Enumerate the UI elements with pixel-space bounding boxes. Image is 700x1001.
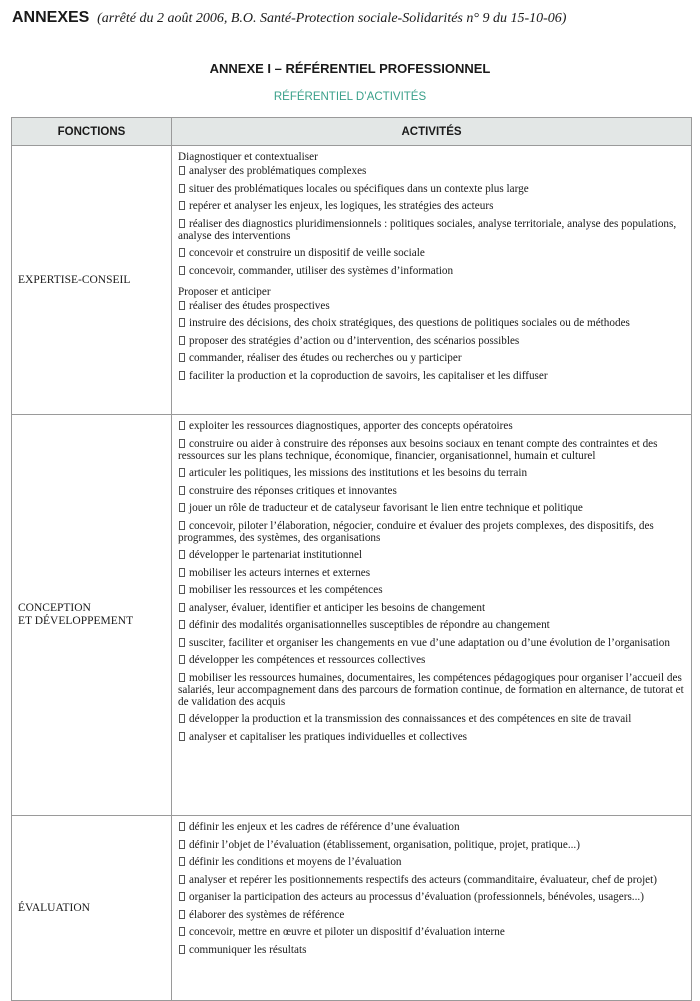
square-bullet-icon [179, 822, 185, 831]
list-item [178, 637, 691, 649]
list-item [178, 352, 691, 364]
activity-text: proposer des stratégies d’action ou d’intervention, des scénarios possibles [189, 334, 520, 347]
square-bullet-icon [179, 655, 185, 664]
square-bullet-icon [179, 201, 185, 210]
activities-cell [172, 415, 692, 816]
list-item [178, 467, 691, 479]
activities-cell [172, 146, 692, 415]
activity-text: analyser des problématiques complexes [189, 165, 367, 177]
activity-text: organiser la participation des acteurs au processus d’évaluation (professionnels, bénévoles, usagers...) [189, 891, 644, 903]
decree-reference: (arrêté du 2 août 2006, B.O. Santé-Protection sociale-Solidarités n° 9 du 15-10-06) [97, 11, 567, 26]
activity-text: élaborer des systèmes de référence [189, 908, 345, 921]
square-bullet-icon [179, 248, 185, 257]
activity-text: construire des réponses critiques et innovantes [189, 484, 397, 497]
list-item [178, 672, 691, 708]
activity-text: concevoir, piloter l’élaboration, négocier, conduire et évaluer des projets complexes, des dispositifs, des programmes, des systèmes, des organisations [178, 519, 654, 544]
list-item [178, 821, 691, 833]
square-bullet-icon [179, 857, 185, 866]
list-item [178, 891, 691, 903]
document-subtitle: RÉFÉRENTIEL D’ACTIVITÉS [273, 91, 427, 103]
function-cell [12, 816, 172, 1001]
table-row [12, 415, 692, 816]
list-item [178, 619, 691, 631]
square-bullet-icon [179, 371, 185, 380]
activity-text: construire ou aider à construire des réponses aux besoins sociaux en tenant compte des contraintes et des ressources sur les plans technique, économique, financier, organisationnel, humain et culturel [178, 437, 658, 462]
square-bullet-icon [179, 439, 185, 448]
activity-text: définir des modalités organisationnelles susceptibles de répondre au changement [189, 619, 550, 631]
square-bullet-icon [179, 503, 185, 512]
activity-text: commander, réaliser des études ou recherches ou y participer [189, 352, 462, 364]
activity-text: développer les compétences et ressources collectives [189, 654, 426, 666]
square-bullet-icon [179, 166, 185, 175]
activity-text: exploiter les ressources diagnostiques, apporter des concepts opératoires [189, 420, 513, 432]
square-bullet-icon [179, 673, 185, 682]
list-item [178, 584, 691, 596]
square-bullet-icon [179, 714, 185, 723]
square-bullet-icon [179, 301, 185, 310]
activity-text: faciliter la production et la coproduction de savoirs, les capitaliser et les diffuser [189, 369, 548, 382]
square-bullet-icon [179, 927, 185, 936]
list-item [178, 944, 691, 956]
list-item [178, 200, 691, 212]
list-item [178, 520, 691, 544]
list-item [178, 874, 691, 886]
activity-text: jouer un rôle de traducteur et de catalyseur favorisant le lien entre technique et politique [189, 502, 583, 514]
square-bullet-icon [179, 568, 185, 577]
square-bullet-icon [179, 318, 185, 327]
list-item [178, 438, 691, 462]
activity-group-title: Proposer et anticiper [178, 285, 271, 298]
square-bullet-icon [179, 732, 185, 741]
square-bullet-icon [179, 266, 185, 275]
activity-group-title: Diagnostiquer et contextualiser [178, 151, 318, 163]
activity-text: analyser, évaluer, identifier et anticiper les besoins de changement [189, 601, 486, 614]
square-bullet-icon [179, 421, 185, 430]
annexes-label: ANNEXES [12, 9, 90, 26]
list-item [178, 926, 691, 938]
list-item [178, 183, 691, 195]
square-bullet-icon [179, 892, 185, 901]
square-bullet-icon [179, 875, 185, 884]
square-bullet-icon [179, 521, 185, 530]
activity-text: situer des problématiques locales ou spécifiques dans un contexte plus large [189, 182, 529, 195]
list-item [178, 317, 691, 329]
list-item [178, 165, 691, 177]
activity-text: concevoir, commander, utiliser des systèmes d’information [189, 264, 454, 277]
square-bullet-icon [179, 638, 185, 647]
list-item [178, 839, 691, 851]
activity-text: mobiliser les ressources et les compétences [189, 584, 383, 596]
activity-text: définir l’objet de l’évaluation (établissement, organisation, politique, projet, pratique...) [189, 838, 580, 851]
list-item [178, 654, 691, 666]
function-label-line: EXPERTISE-CONSEIL [18, 273, 131, 286]
square-bullet-icon [179, 603, 185, 612]
list-item [178, 502, 691, 514]
page-header [12, 9, 566, 27]
list-item [178, 731, 691, 743]
activity-text: analyser et repérer les positionnements respectifs des acteurs (commanditaire, évaluateur, chef de projet) [189, 873, 657, 886]
list-item [178, 265, 691, 277]
function-label-line: ET DÉVELOPPEMENT [18, 615, 134, 627]
list-item [178, 370, 691, 382]
function-cell [12, 415, 172, 816]
list-item [178, 335, 691, 347]
list-item [178, 218, 691, 242]
activities-table [11, 117, 692, 1001]
column-header-activites: ACTIVITÉS [172, 118, 692, 146]
square-bullet-icon [179, 910, 185, 919]
document-title: ANNEXE I – RÉFÉRENTIEL PROFESSIONNEL [209, 61, 491, 76]
activity-text: repérer et analyser les enjeux, les logiques, les stratégies des acteurs [189, 200, 494, 212]
activity-text: mobiliser les acteurs internes et externes [189, 566, 371, 579]
list-item [178, 549, 691, 561]
activity-text: analyser et capitaliser les pratiques individuelles et collectives [189, 730, 468, 743]
activity-text: mobiliser les ressources humaines, documentaires, les compétences pédagogiques pour organiser l’accueil des salariés, leur accompagnement dans des parcours de formation continue, de formation en alternance, de tutorat et de validation des acquis [178, 671, 684, 708]
list-item [178, 856, 691, 868]
square-bullet-icon [179, 468, 185, 477]
square-bullet-icon [179, 184, 185, 193]
activity-text: instruire des décisions, des choix stratégiques, des questions de politiques sociales ou de méthodes [189, 317, 630, 329]
table-row [12, 816, 692, 1001]
list-item [178, 247, 691, 259]
square-bullet-icon [179, 840, 185, 849]
activities-cell [172, 816, 692, 1001]
activity-text: communiquer les résultats [189, 943, 307, 956]
activity-text: développer le partenariat institutionnel [189, 549, 363, 561]
list-item [178, 567, 691, 579]
activity-text: concevoir, mettre en œuvre et piloter un dispositif d’évaluation interne [189, 926, 505, 938]
function-cell [12, 146, 172, 415]
square-bullet-icon [179, 945, 185, 954]
table-header-row [12, 118, 692, 146]
square-bullet-icon [179, 486, 185, 495]
activity-text: susciter, faciliter et organiser les changements en vue d’une adaptation ou d’une évolution de l’organisation [189, 636, 670, 649]
list-item [178, 300, 691, 312]
function-label-line: CONCEPTION [18, 602, 91, 614]
square-bullet-icon [179, 336, 185, 345]
square-bullet-icon [179, 550, 185, 559]
function-label-line: ÉVALUATION [18, 901, 90, 914]
square-bullet-icon [179, 353, 185, 362]
activity-text: réaliser des études prospectives [189, 299, 330, 312]
square-bullet-icon [179, 620, 185, 629]
list-item [178, 909, 691, 921]
list-item [178, 485, 691, 497]
activity-text: définir les conditions et moyens de l’évaluation [189, 856, 402, 868]
square-bullet-icon [179, 585, 185, 594]
activity-text: développer la production et la transmission des connaissances et des compétences en site de travail [189, 713, 632, 725]
activity-text: concevoir et construire un dispositif de veille sociale [189, 247, 425, 259]
activity-text: définir les enjeux et les cadres de référence d’une évaluation [189, 821, 460, 833]
activity-text: réaliser des diagnostics pluridimensionnels : politiques sociales, analyse territoriale, analyse des populations, analyse des interventions [178, 217, 677, 242]
table-row [12, 146, 692, 415]
list-item [178, 420, 691, 432]
list-item [178, 713, 691, 725]
column-header-fonctions: FONCTIONS [12, 118, 172, 146]
square-bullet-icon [179, 219, 185, 228]
activity-text: articuler les politiques, les missions des institutions et les besoins du terrain [189, 467, 528, 479]
list-item [178, 602, 691, 614]
